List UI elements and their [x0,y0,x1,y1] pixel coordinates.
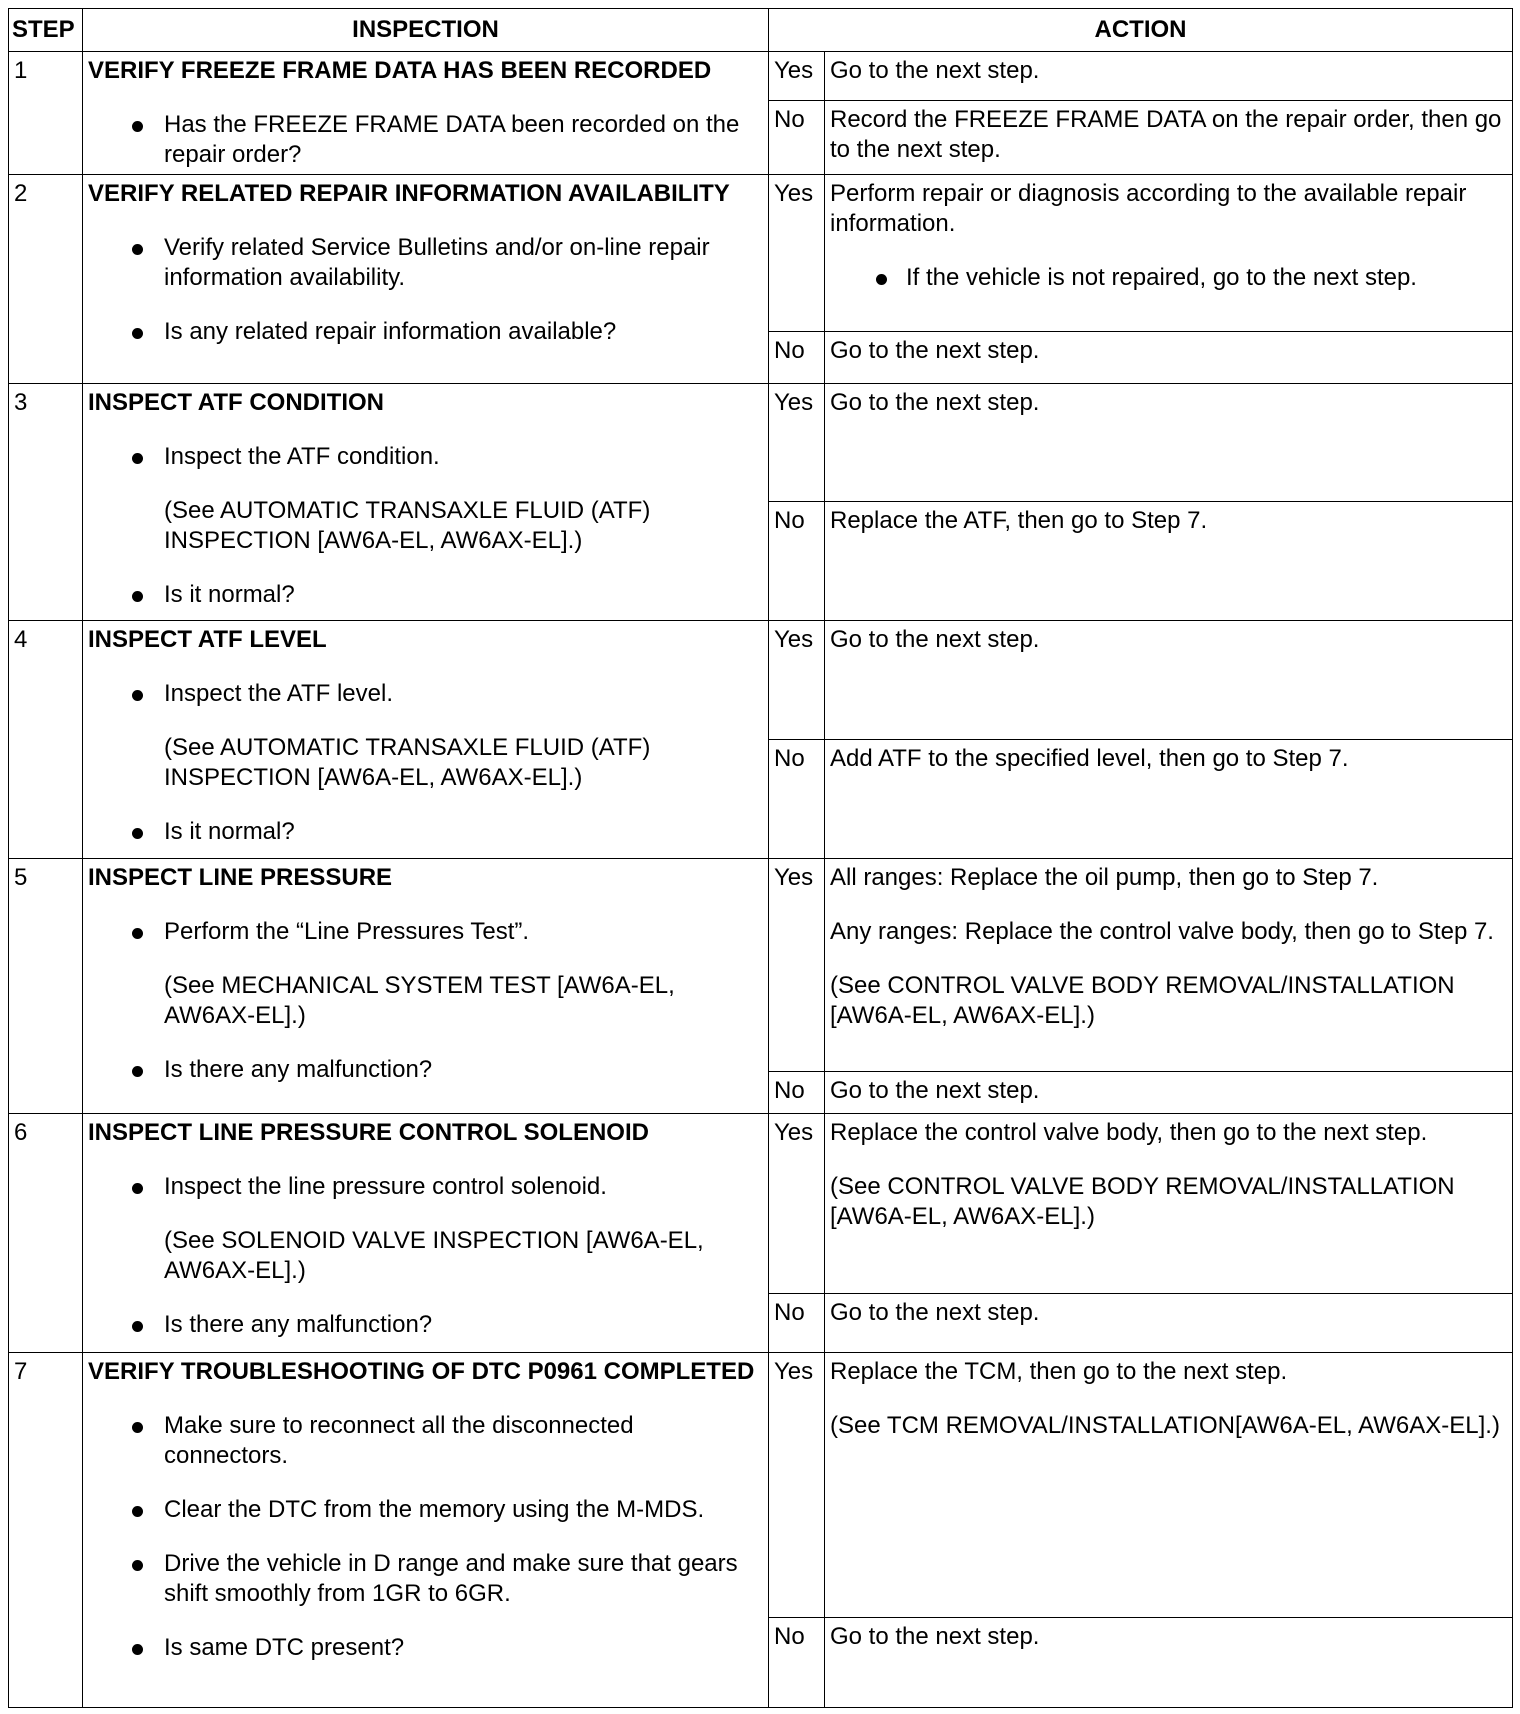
inspection-item: Has the FREEZE FRAME DATA been recorded on the repair order? [88,110,763,170]
table-row [9,383,1513,501]
inspection-question: Is there any malfunction? [88,1310,763,1340]
step-number: 2 [9,175,83,384]
no-action [825,740,1513,859]
action-text: Perform repair or diagnosis according to the available repair information. [830,180,1467,238]
yes-label: Yes [769,859,825,1072]
table-row [9,620,1513,739]
no-action [825,1617,1513,1707]
reference-text: (See AUTOMATIC TRANSAXLE FLUID (ATF) INSPECTION [AW6A-EL, AW6AX-EL].) [164,496,651,554]
inspection-cell [83,859,769,1114]
yes-label: Yes [769,52,825,101]
inspection-title: INSPECT ATF LEVEL [88,625,327,653]
inspection-title: VERIFY RELATED REPAIR INFORMATION AVAILABILITY [88,180,730,208]
no-label: No [769,331,825,383]
inspection-column-header: INSPECTION [83,9,769,52]
inspection-title: INSPECT LINE PRESSURE CONTROL SOLENOID [88,1119,649,1147]
action-text: Go to the next step. [830,388,1040,416]
yes-action [825,1114,1513,1294]
inspection-cell [83,175,769,384]
action-text: Add ATF to the specified level, then go to Step 7. [830,745,1349,773]
inspection-title: INSPECT LINE PRESSURE [88,864,393,892]
action-text: Go to the next step. [830,1077,1040,1105]
table-row [9,175,1513,331]
no-label: No [769,100,825,174]
action-text: Replace the TCM, then go to the next step. [830,1357,1288,1385]
inspection-title: VERIFY TROUBLESHOOTING OF DTC P0961 COMPLETED [88,1357,755,1385]
action-bullet: If the vehicle is not repaired, go to the next step. [830,263,1507,293]
inspection-item: Make sure to reconnect all the disconnected connectors. [88,1411,763,1471]
inspection-question: Is same DTC present? [88,1633,763,1663]
action-text: Go to the next step. [830,625,1040,653]
yes-label: Yes [769,175,825,331]
action-column-header: ACTION [769,9,1513,52]
action-text: Record the FREEZE FRAME DATA on the repair order, then go to the next step. [830,105,1502,163]
no-action [825,502,1513,620]
inspection-title: INSPECT ATF CONDITION [88,388,384,416]
inspection-cell [83,383,769,620]
reference-text: (See SOLENOID VALVE INSPECTION [AW6A-EL, AW6AX-EL].) [164,1227,704,1285]
yes-action [825,52,1513,101]
no-label: No [769,740,825,859]
inspection-question: Is it normal? [88,817,763,847]
inspection-item: Is any related repair information available? [88,317,763,347]
no-action [825,1072,1513,1114]
table-row [9,1352,1513,1617]
step-column-header: STEP [9,9,83,52]
no-label: No [769,1072,825,1114]
action-text: Replace the control valve body, then go to the next step. [830,1119,1428,1147]
step-number: 3 [9,383,83,620]
yes-label: Yes [769,383,825,501]
yes-action [825,859,1513,1072]
inspection-question: Is it normal? [88,580,763,610]
inspection-item: Perform the “Line Pressures Test”. [88,917,763,947]
yes-label: Yes [769,1352,825,1617]
action-text: Go to the next step. [830,336,1040,364]
inspection-question: Is there any malfunction? [88,1055,763,1085]
inspection-item: Inspect the ATF level. [88,679,763,709]
yes-action [825,383,1513,501]
action-text: Go to the next step. [830,1298,1040,1326]
no-label: No [769,1617,825,1707]
no-action [825,100,1513,174]
table-row [9,52,1513,101]
action-text: Go to the next step. [830,57,1040,84]
no-action [825,331,1513,383]
inspection-item: Drive the vehicle in D range and make sure that gears shift smoothly from 1GR to 6GR. [88,1549,763,1609]
action-text: All ranges: Replace the oil pump, then go to Step 7. [830,864,1379,892]
step-number: 5 [9,859,83,1114]
action-text: Replace the ATF, then go to Step 7. [830,507,1208,535]
no-label: No [769,1293,825,1352]
yes-action [825,620,1513,739]
step-number: 4 [9,620,83,859]
no-action [825,1293,1513,1352]
yes-label: Yes [769,1114,825,1294]
inspection-cell [83,1352,769,1707]
step-number: 7 [9,1352,83,1707]
table-row [9,859,1513,1072]
diagnostic-procedure-table [8,8,1513,1708]
inspection-cell [83,52,769,175]
action-text: Any ranges: Replace the control valve body, then go to Step 7. [830,918,1494,946]
inspection-item: Inspect the ATF condition. [88,442,763,472]
step-number: 6 [9,1114,83,1353]
reference-text: (See AUTOMATIC TRANSAXLE FLUID (ATF) INSPECTION [AW6A-EL, AW6AX-EL].) [164,733,651,791]
table-row [9,1114,1513,1294]
inspection-item: Verify related Service Bulletins and/or on-line repair information availability. [88,233,763,293]
header-row [9,9,1513,52]
yes-action [825,175,1513,331]
action-text: (See CONTROL VALVE BODY REMOVAL/INSTALLATION [AW6A-EL, AW6AX-EL].) [830,1173,1455,1231]
inspection-title: VERIFY FREEZE FRAME DATA HAS BEEN RECORDED [88,57,712,84]
no-label: No [769,502,825,620]
inspection-cell [83,620,769,859]
step-number: 1 [9,52,83,175]
inspection-item: Inspect the line pressure control solenoid. [88,1172,763,1202]
action-text: (See CONTROL VALVE BODY REMOVAL/INSTALLATION [AW6A-EL, AW6AX-EL].) [830,972,1455,1030]
action-text: Go to the next step. [830,1622,1040,1650]
reference-text: (See MECHANICAL SYSTEM TEST [AW6A-EL, AW6AX-EL].) [164,972,675,1030]
inspection-cell [83,1114,769,1353]
action-text: (See TCM REMOVAL/INSTALLATION[AW6A-EL, AW6AX-EL].) [830,1411,1500,1439]
yes-label: Yes [769,620,825,739]
yes-action [825,1352,1513,1617]
inspection-item: Clear the DTC from the memory using the M-MDS. [88,1495,763,1525]
